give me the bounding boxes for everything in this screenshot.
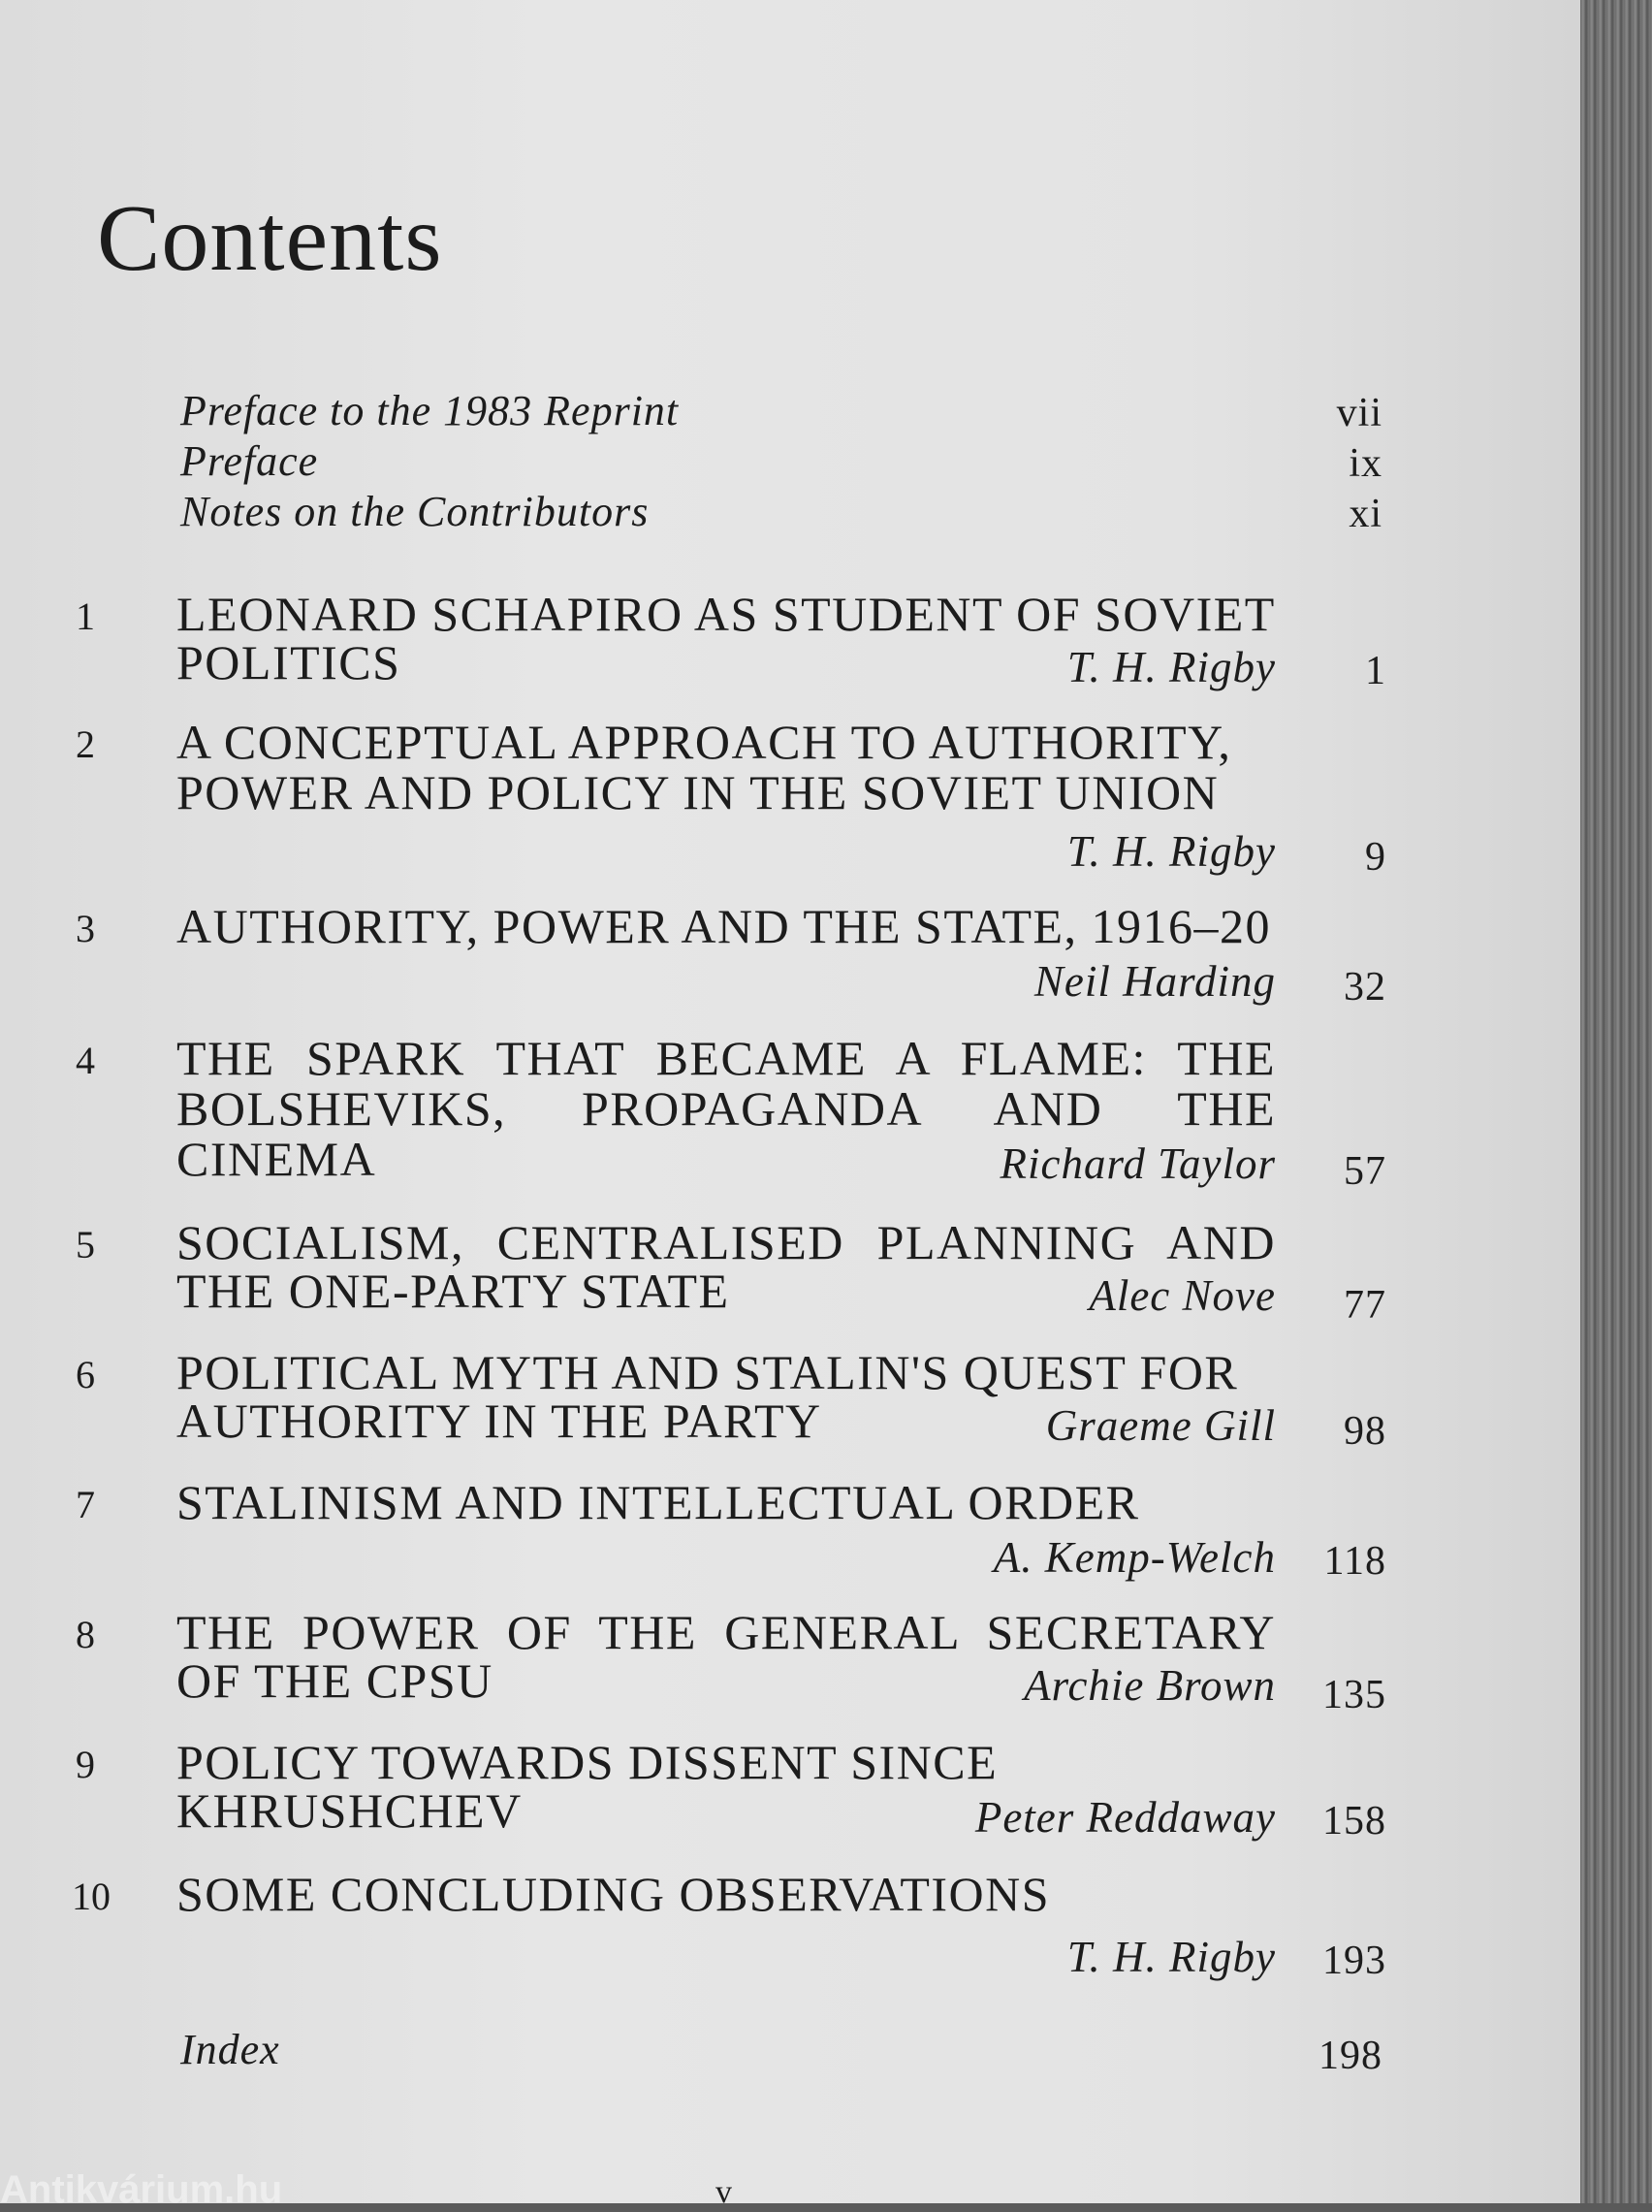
front-matter-page: xi <box>1349 492 1382 536</box>
chapter-page: 193 <box>1322 1939 1386 1983</box>
chapter-title-line: SOME CONCLUDING OBSERVATIONS <box>176 1867 1051 1921</box>
chapter-number: 10 <box>72 1875 111 1918</box>
chapter-number: 7 <box>76 1483 95 1526</box>
page-heading: Contents <box>97 186 443 291</box>
chapter-author: T. H. Rigby <box>1066 643 1276 691</box>
index-title: Index <box>180 2026 280 2073</box>
front-matter-item <box>180 386 1382 444</box>
chapter-title-line: KHRUSHCHEV <box>176 1783 523 1838</box>
index-entry <box>180 2025 1382 2083</box>
watermark: Antikvárium.hu <box>0 2168 283 2211</box>
chapter-page: 118 <box>1323 1539 1386 1584</box>
front-matter-item <box>180 436 1382 495</box>
chapter-title-line: THE POWER OF THE GENERAL SECRETARY <box>176 1605 1276 1659</box>
chapter-title-line: THE ONE-PARTY STATE <box>176 1264 730 1318</box>
chapter-title-line: OF THE CPSU <box>176 1653 493 1708</box>
chapter-title-line: BOLSHEVIKS, PROPAGANDA AND THE <box>176 1081 1276 1136</box>
chapter-title-line: POLITICAL MYTH AND STALIN'S QUEST FOR <box>176 1345 1239 1399</box>
front-matter-item <box>180 487 1382 545</box>
page-folio: v <box>715 2174 732 2210</box>
chapter-page: 158 <box>1322 1799 1386 1843</box>
chapter-title-line: AUTHORITY, POWER AND THE STATE, 1916–20 <box>176 899 1272 953</box>
chapter-title-line: AUTHORITY IN THE PARTY <box>176 1394 822 1448</box>
front-matter-page: vii <box>1336 391 1382 435</box>
front-matter-title: Preface <box>180 437 319 485</box>
chapter-number: 2 <box>76 722 95 766</box>
index-page: 198 <box>1318 2034 1382 2078</box>
chapter-author: T. H. Rigby <box>1066 827 1276 876</box>
chapter-author: A. Kemp-Welch <box>993 1533 1276 1582</box>
chapter-number: 4 <box>76 1039 95 1082</box>
chapter-author: Archie Brown <box>1024 1661 1276 1710</box>
chapter-author: Neil Harding <box>1033 957 1276 1006</box>
chapter-number: 5 <box>76 1223 95 1266</box>
chapter-title-line: POWER AND POLICY IN THE SOVIET UNION <box>176 765 1220 819</box>
chapter-title-line: CINEMA <box>176 1132 377 1186</box>
chapter-title-line: LEONARD SCHAPIRO AS STUDENT OF SOVIET <box>176 587 1276 641</box>
front-matter-page: ix <box>1349 441 1382 486</box>
chapter-title-line: STALINISM AND INTELLECTUAL ORDER <box>176 1475 1140 1529</box>
chapter-number: 9 <box>76 1743 95 1786</box>
chapter-page: 9 <box>1365 835 1386 880</box>
chapter-page: 1 <box>1365 649 1386 693</box>
front-matter-title: Preface to the 1983 Reprint <box>180 387 680 434</box>
chapter-author: Peter Reddaway <box>974 1793 1276 1842</box>
chapter-page: 57 <box>1344 1149 1386 1194</box>
chapter-author: Richard Taylor <box>1000 1139 1276 1188</box>
chapter-title-line: SOCIALISM, CENTRALISED PLANNING AND <box>176 1215 1276 1269</box>
chapter-number: 1 <box>76 594 95 638</box>
chapter-author: Alec Nove <box>1089 1271 1276 1320</box>
book-page-edges <box>1580 0 1652 2203</box>
chapter-page: 32 <box>1344 965 1386 1010</box>
chapter-page: 77 <box>1344 1283 1386 1328</box>
chapter-author: T. H. Rigby <box>1066 1933 1276 1981</box>
chapter-number: 8 <box>76 1613 95 1656</box>
chapter-number: 6 <box>76 1353 95 1396</box>
chapter-title-line: POLITICS <box>176 635 401 689</box>
chapter-page: 98 <box>1344 1409 1386 1454</box>
front-matter-title: Notes on the Contributors <box>180 488 650 535</box>
chapter-page: 135 <box>1322 1673 1386 1717</box>
chapter-title-line: A CONCEPTUAL APPROACH TO AUTHORITY, <box>176 715 1232 769</box>
chapter-title-line: THE SPARK THAT BECAME A FLAME: THE <box>176 1031 1276 1085</box>
chapter-author: Graeme Gill <box>1045 1401 1276 1450</box>
chapter-title-line: POLICY TOWARDS DISSENT SINCE <box>176 1735 999 1789</box>
chapter-number: 3 <box>76 907 95 950</box>
